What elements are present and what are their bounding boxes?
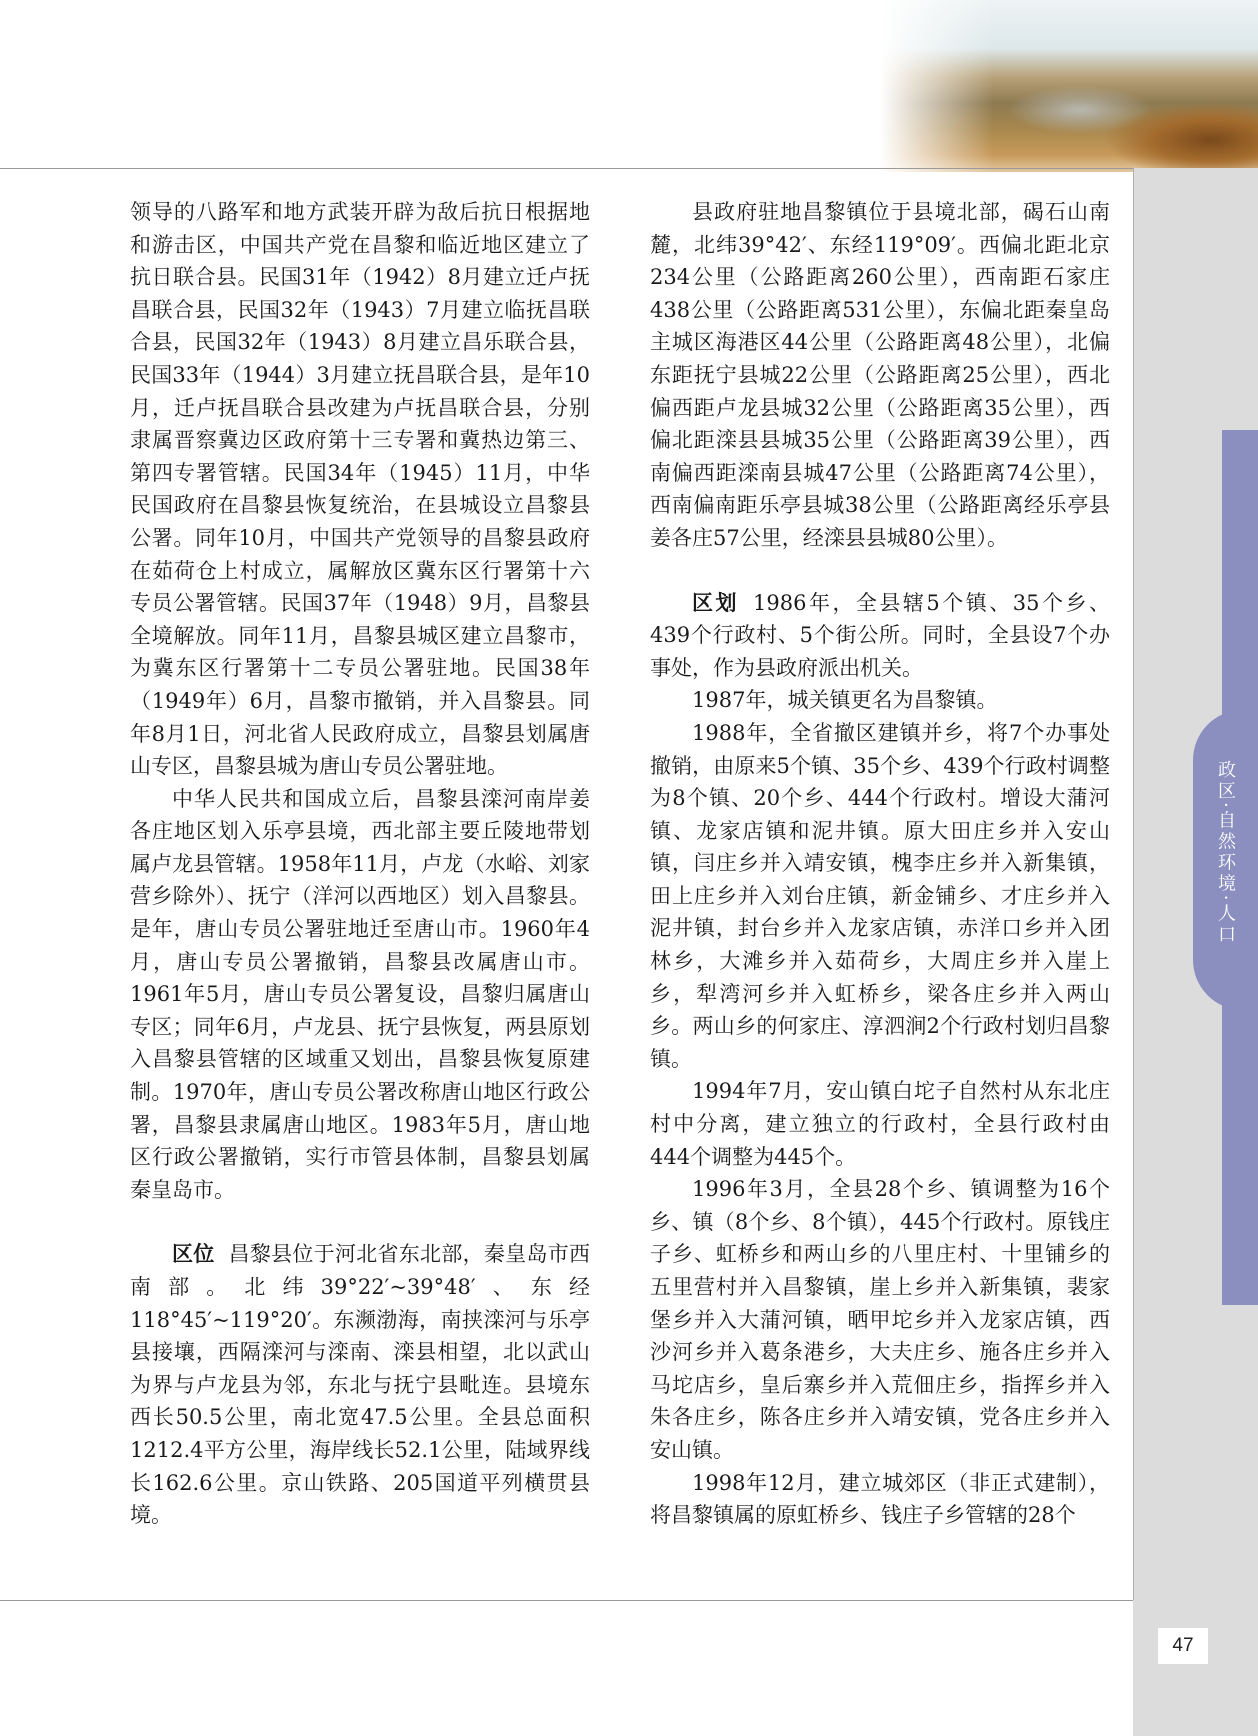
left-paragraph-1: 领导的八路军和地方武装开辟为敌后抗日根据地和游击区，中国共产党在昌黎和临近地区建立了抗日联合县。民国31年（1942）8月建立迁卢抚昌联合县，民国32年（1943）7月建立临抚昌联合县，民国32年（1943）8月建立昌乐联合县，民国33年（1944）3月建立抚昌联合县，是年10月，迁卢抚昌联合县改建为卢抚昌联合县，分别隶属晋察冀边区政府第十三专署和冀热边第三、第四专署管辖。民国34年（1945）11月，中华民国政府在昌黎县恢复统治，在县城设立昌黎县公署。同年10月，中国共产党领导的昌黎县政府在茹荷仓上村成立，属解放区冀东区行署第十六专员公署管辖。民国37年（1948）9月，昌黎县全境解放。同年11月，昌黎县城区建立昌黎市，为冀东区行署第十二专员公署驻地。民国38年（1949年）6月，昌黎市撤销，并入昌黎县。同年8月1日，河北省人民政府成立，昌黎县划属唐山专区，昌黎县城为唐山专员公署驻地。 bbox=[130, 200, 590, 779]
division-heading: 区划 bbox=[692, 589, 739, 615]
chapter-side-label: 政区·自然环境·人口 bbox=[1215, 760, 1236, 946]
right-paragraph-7: 1998年12月，建立城郊区（非正式建制），将昌黎镇属的原虹桥乡、钱庄子乡管辖的28个 bbox=[650, 1470, 1110, 1528]
location-section bbox=[130, 1238, 590, 1531]
location-heading: 区位 bbox=[172, 1241, 215, 1267]
page-number: 47 bbox=[1158, 1628, 1208, 1664]
right-text-column bbox=[650, 196, 1110, 1532]
column-border-line bbox=[1133, 168, 1134, 1600]
right-paragraph-1: 县政府驻地昌黎镇位于县境北部，碣石山南麓，北纬39°42′、东经119°09′。西偏北距北京234公里（公路距离260公里），西南距石家庄438公里（公路距离531公里），东偏北距秦皇岛主城区海港区44公里（公路距离48公里），北偏东距抚宁县城22公里（公路距离25公里），西北偏西距卢龙县城32公里（公路距离35公里），西偏北距滦县县城35公里（公路距离39公里），西南偏西距滦南县城47公里（公路距离74公里），西南偏南距乐亭县城38公里（公路距离经乐亭县姜各庄57公里，经滦县县城80公里）。 bbox=[650, 200, 1110, 550]
left-text-column bbox=[130, 196, 590, 1532]
division-section bbox=[650, 587, 1110, 685]
location-text: 昌黎县位于河北省东北部，秦皇岛市西南部。北纬39°22′~39°48′、东经118°45′~119°20′。东濒渤海，南挟滦河与乐亭县接壤，西隔滦河与滦南、滦县相望，北以武山为界与卢龙县为邻，东北与抚宁县毗连。县境东西长50.5公里，南北宽47.5公里。全县总面积1212.4平方公里，海岸线长52.1公里，陆域界线长162.6公里。京山铁路、205国道平列横贯县境。 bbox=[130, 1242, 591, 1528]
right-paragraph-6: 1996年3月，全县28个乡、镇调整为16个乡、镇（8个乡、8个镇），445个行政村。原钱庄子乡、虹桥乡和两山乡的八里庄村、十里铺乡的五里营村并入昌黎镇，崖上乡并入新集镇，裴家堡乡并入大蒲河镇，晒甲坨乡并入龙家店镇，西沙河乡并入葛条港乡，大夫庄乡、施各庄乡并入马坨店乡，皇后寨乡并入荒佃庄乡，指挥乡并入朱各庄乡，陈各庄乡并入靖安镇，党各庄乡并入安山镇。 bbox=[650, 1177, 1110, 1462]
left-paragraph-2: 中华人民共和国成立后，昌黎县滦河南岸姜各庄地区划入乐亭县境，西北部主要丘陵地带划属卢龙县管辖。1958年11月，卢龙（水峪、刘家营乡除外）、抚宁（洋河以西地区）划入昌黎县。是年，唐山专员公署驻地迁至唐山市。1960年4月，唐山专员公署撤销，昌黎县改属唐山市。1961年5月，唐山专员公署复设，昌黎归属唐山专区；同年6月，卢龙县、抚宁县恢复，两县原划入昌黎县管辖的区域重又划出，昌黎县恢复原建制。1970年，唐山专员公署改称唐山地区行政公署，昌黎县隶属唐山地区。1983年5月，唐山地区行政公署撤销，实行市管县体制，昌黎县划属秦皇岛市。 bbox=[130, 786, 590, 1202]
division-text: 1986年，全县辖5个镇、35个乡、439个行政村、5个街公所。同时，全县设7个办事处，作为县政府派出机关。 bbox=[650, 590, 1110, 680]
right-paragraph-5: 1994年7月，安山镇白坨子自然村从东北庄村中分离，建立独立的行政村，全县行政村由444个调整为445个。 bbox=[650, 1079, 1110, 1169]
right-paragraph-3: 1987年，城关镇更名为昌黎镇。 bbox=[692, 688, 998, 713]
header-divider bbox=[0, 168, 1133, 169]
header-landscape-photo bbox=[880, 0, 1258, 172]
footer-divider bbox=[0, 1600, 1133, 1601]
right-paragraph-4: 1988年，全省撤区建镇并乡，将7个办事处撤销，由原来5个镇、35个乡、439个行政村调整为8个镇、20个乡、444个行政村。增设大蒲河镇、龙家店镇和泥井镇。原大田庄乡并入安山镇，闫庄乡并入靖安镇，槐李庄乡并入新集镇，田上庄乡并入刘台庄镇，新金铺乡、才庄乡并入泥井镇，封台乡并入龙家店镇，赤洋口乡并入团林乡，大滩乡并入茹荷乡，大周庄乡并入崖上乡，犁湾河乡并入虹桥乡，梁各庄乡并入两山乡。两山乡的何家庄、淳泗涧2个行政村划归昌黎镇。 bbox=[650, 720, 1110, 1071]
